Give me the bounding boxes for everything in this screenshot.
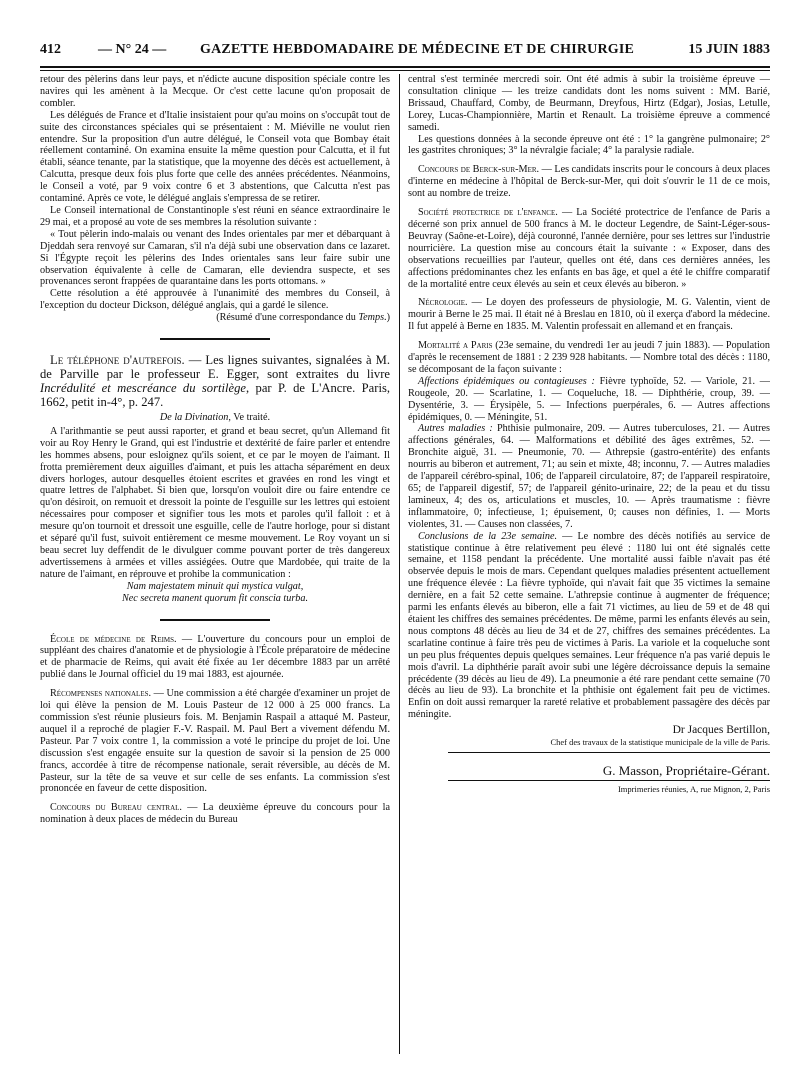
berck-article: Concours de Berck-sur-Mer. — Les candidats inscrits pour le concours à deux places d'interne en médecine à l'hôpital de Berck-sur-Mer, qui doit s'ouvrir le 11 de ce mois, sont au nombre de treize. bbox=[408, 164, 770, 200]
quotation: « Tout pèlerin indo-malais ou venant des Indes orientales par mer et débarquant à Djeddah sera renvoyé sur Camaran, s'il n'a déjà subi une observation dans ce lazaret. Si l'Égypte reçoit les pèlerins des Indes orientales sans leur faire subir une observation équivalente à celle de Camaran, elle deviendra suspecte, et ses provenances seront frappées de quarantaine dans les ports ottomans. » bbox=[40, 228, 390, 288]
section-separator bbox=[160, 338, 270, 340]
mortality-article: Mortalité a Paris (23e semaine, du vendredi 1er au jeudi 7 juin 1883). — Population d'après le recensement de 1881 : 2 239 928 habitants. — Nombre total des décès : 1180, se décomposant de la façon suivante : bbox=[408, 340, 770, 375]
paragraph: A l'arithmantie se peut aussi raporter, et grand et beau secret, qu'un Allemand fit voir au Roy Henry le Grand, qui est l'industrie et dextérité de faire parler et entendre les hommes absens, pour esloignez qu'ils soient, et ce par le moyen de l'aimant. Il frotta premièrement deux aiguilles d'aimant, et puis les attacha séparément en deux divers horloges, autour desquelles étoient escrites et gravées en rond les vingt et quatre lettres de l'alphabet. Si bien que, lorsqu'on vouloit dire ou faire entendre ce qu'on désiroit, on remuoit et dressoit la pointe de l'esguille sur les lettres qui estoient nécessaires pour composer et signifier tous les mots et paroles qu'il falloit : et à mesure qu'on tournoit et dressoit une esguille, celle de l'autre horloge, pour si distant et séparé qu'il fust, suivoit entièrement ce mesme mouvement. Le Roy voyant un si beau secret luy deffendit de le divulguer comme pouvant porter de très dangereux advertissemens à armées et villes assiégées. Outre que Mardobée, qui traite de la nature de l'aimant, en réprouve et prohibe la communication : bbox=[40, 425, 390, 580]
signature-role: Chef des travaux de la statistique municipale de la ville de Paris. bbox=[550, 737, 770, 748]
section-separator bbox=[160, 619, 270, 621]
article-heading: Mortalité a Paris bbox=[418, 340, 493, 352]
telephone-article: Le téléphone d'autrefois. — Les lignes suivantes, signalées à M. de Parville par le professeur E. Egger, sont extraites du livre Incrédulité et mescréance du sortilège, par P. de L'Ancre. Paris, 1662, petit in-4°, p. 247. bbox=[40, 353, 390, 410]
printer-line: Imprimeries réunies, A, rue Mignon, 2, Paris bbox=[617, 783, 770, 794]
page-number: 412 bbox=[40, 42, 61, 57]
issue-date: 15 JUIN 1883 bbox=[688, 42, 770, 57]
left-column bbox=[40, 74, 390, 826]
column-divider bbox=[399, 74, 400, 1054]
footer-rule bbox=[448, 780, 770, 781]
paragraph: Les questions données à la seconde épreuve ont été : 1° la gangrène pulmonaire; 2° les gastrites chroniques; 3° la névralgie faciale; 4° la paralysie radiale. bbox=[408, 133, 770, 157]
signature-name: Dr Jacques Bertillon, bbox=[672, 724, 770, 737]
right-column bbox=[408, 74, 770, 796]
society-article: Société protectrice de l'enfance. — La Société protectrice de l'enfance de Paris a décerné son prix annuel de 500 francs à M. le docteur Legendre, de Saint-Léger-sous-Beuvray (Saône-et-Loire), déjà couronné, l'année dernière, pour ses lettres sur l'industrie nourricière. La question mise au concours était la suivante : « Exposer, dans des observations recueillies par l'auteur, quelles ont été, dans ces dernières années, les affections prédominantes chez les enfants en bas âge, et quel a été le chiffre comparatif de la mortalité entre ceux élevés au sein et ceux élevés au biberon. » bbox=[408, 207, 771, 290]
article-heading: Nécrologie. bbox=[418, 297, 468, 309]
obituary-article: Nécrologie. — Le doyen des professeurs de physiologie, M. G. Valentin, vient de mourir à Berne le 25 mai. Il était né à Breslau en 1810, où il exerça d'abord la médecine. Il fut appelé à Berne en 1835. M. Valentin professait en allemand et en français. bbox=[408, 297, 770, 333]
list-heading: Affections épidémiques ou contagieuses : bbox=[418, 375, 595, 387]
paragraph: retour des pèlerins dans leur pays, et n'édicte aucune disposition spéciale contre les navires qui les amènent à la Mecque. Or c'est cette lacune qu'on proposait de combler. bbox=[40, 74, 390, 109]
other-diseases-list: Autres maladies : Phthisie pulmonaire, 209. — Autres tuberculoses, 21. — Autres affections générales, 64. — Malformations et débilité des âges extrêmes, 52. — Bronchite aiguë, 31. — Pneumonie, 70. — Athrepsie (gastro-entérite) des enfants nourris au biberon et autrement, 71; au sein et mixte, 48; inconnu, 7. — Autres maladies de l'appareil cérébro-spinal, 106; de l'appareil circulatoire, 87; de l'appareil respiratoire, 65; de l'appareil digestif, 57; de l'appareil génito-urinaire, 22; de la peau et du tissu lamineux, 4; des os, articulations et muscles, 10. — Après traumatisme : fièvre inflammatoire, 0; infectieuse, 1; épuisement, 0; causes non définies, 1. — Morts violentes, 31. — Causes non classées, 7. bbox=[408, 423, 770, 530]
article-heading: Concours de Berck-sur-Mer. bbox=[418, 164, 540, 176]
list-heading: Autres maladies : bbox=[418, 423, 493, 435]
article-heading: École de médecine de Reims. bbox=[50, 633, 177, 645]
list-heading: Conclusions de la 23e semaine. bbox=[418, 530, 558, 542]
pasteur-article: Récompenses nationales. — Une commission a été chargée d'examiner un projet de loi qui élève la pension de M. Louis Pasteur de 12 000 à 25 000 francs. La commission s'est réunie plusieurs fois. M. Benjamin Raspail a attaqué M. Pasteur, auquel il a reproché de plagier F.-V. Raspail. M. Paul Bert a vivement défendu M. Pasteur. Par 7 voix contre 1, la commission a voté le principe du projet de loi. Une discussion s'est engagée ensuite sur la question de savoir si la pension de 25 000 francs, accordée à titre de récompense nationale, serait réversible, au décès de M. Pasteur, sur la tête de sa veuve et sur celle de ses enfants. La commission s'est prononcée en faveur de cette disposition. bbox=[40, 688, 390, 795]
footer-rule bbox=[448, 752, 770, 753]
source-note: (Résumé d'une correspondance du Temps.) bbox=[216, 312, 390, 324]
publisher-line: G. Masson, Propriétaire-Gérant. bbox=[602, 762, 770, 778]
subtitle: De la Divination, Ve traité. bbox=[159, 412, 271, 424]
article-heading: Concours du Bureau central. bbox=[50, 802, 182, 814]
page-header bbox=[40, 42, 770, 64]
reims-article: École de médecine de Reims. — L'ouverture du concours pour un emploi de suppléant des chaires d'anatomie et de physiologie à l'École préparatoire de médecine et de pharmacie de Reims, qui avait été fixée au 1er décembre 1883 par un arrêté publié dans le Journal officiel du 19 mai 1883, est ajournée. bbox=[40, 633, 391, 681]
header-rule-thin bbox=[40, 70, 770, 71]
journal-title: GAZETTE HEBDOMADAIRE DE MÉDECINE ET DE CHIRURGIE bbox=[200, 42, 635, 57]
paragraph: Cette résolution a été approuvée à l'unanimité des membres du Conseil, à l'exception du docteur Dickson, délégué anglais, qui a gardé le silence. bbox=[40, 288, 390, 312]
latin-verse: Nec secreta manent quorum fit conscia turba. bbox=[121, 592, 309, 604]
header-rule bbox=[40, 66, 770, 68]
conclusions: Conclusions de la 23e semaine. — Le nombre des décès notifiés au service de statistique continue à être relativement peu élevé : 1180 lui ont été signalés cette semaine, et 1158 pendant la précédente. Une mortalité aussi faible n'avait pas été observée depuis le mois de mars. Cependant quelques maladies présentent actuellement une fréquence élevée : La fièvre typhoïde, qui n'avait fait que 35 victimes la semaine dernière, en a fait 52 cette semaine. L'athrepsie continue à augmenter de fréquence; parmi les enfants élevés au biberon, elle a fait 71 victimes, au lieu de 59 et de 48 qui étaient les chiffres des semaines précédentes. De même, parmi les enfants élevés au sein, nous comptons 48 décès au lieu de 34 et de 27, chiffres des semaines précédentes. La scarlatine continue à faire très peu de victimes à Paris. La variole et la coqueluche sont un peu plus fréquentes depuis quelques semaines. Leur fréquence n'a pas varié depuis le mois d'avril. La diphthérie paraît avoir subi une légère décroissance depuis la semaine précédente (39 décès au lieu de 49). La pneumonie a été rare pendant cette semaine (70 décès au lieu de 93). La bronchite et la phthisie ont également fait peu de victimes. Enfin on doit aussi remarquer la rareté relative et probablement passagère des décès par méningite. bbox=[408, 530, 770, 721]
epidemic-list: Affections épidémiques ou contagieuses : Fièvre typhoïde, 52. — Variole, 21. — Rougeole, 20. — Scarlatine, 1. — Coqueluche, 18. — Diphthérie, croup, 39. — Dysentérie, 3. — Érysipèle, 5. — Infections puerpérales, 6. — Autres affections épidémiques, 0. — Méningite, 51. bbox=[408, 375, 770, 423]
bureau-article: Concours du Bureau central. — La deuxième épreuve du concours pour la nomination à deux places de médecin du Bureau bbox=[40, 802, 390, 826]
article-heading: Récompenses nationales. bbox=[50, 688, 152, 700]
latin-verse: Nam majestatem minuit qui mystica vulgat, bbox=[126, 580, 304, 592]
paragraph: Le Conseil international de Constantinople s'est réuni en séance extraordinaire le 29 mai, et a proposé au vote de ses membres la résolution suivante : bbox=[40, 204, 390, 228]
article-heading: Société protectrice de l'enfance. bbox=[418, 207, 558, 219]
article-heading: Le téléphone d'autrefois. bbox=[50, 353, 185, 368]
issue-number: — N° 24 — bbox=[98, 42, 167, 57]
paragraph: central s'est terminée mercredi soir. Ont été admis à subir la troisième épreuve — consultation clinique — les treize candidats dont les noms suivent : MM. Barié, Brissaud, Chauffard, Comby, de Beurmann, Dreyfous, Hirtz (Edgar), Josias, Letulle, Lorey, Lucas-Championnière, Martin et Renault. La troisième épreuve a commencé samedi. bbox=[408, 74, 770, 133]
paragraph: Les délégués de France et d'Italie insistaient pour qu'au moins on s'occupât tout de suite des circonstances spéciales qui se présentaient : M. Miéville ne voulut rien entendre. Sur la proposition d'un autre délégué, le Conseil vota que Bombay était réellement contaminé. On examina ensuite la même question pour Calcutta, et il fut établi, séance tenante, par la statistique, que la moyenne des décès est actuellement, à Calcutta, presque deux fois plus forte que celle des années précédentes. Néanmoins, le Conseil a voté, par 9 voix contre 6 et 3 abstentions, que Calcutta n'est pas contaminé. Après ce vote, le délégué anglais s'empressa de se retirer. bbox=[40, 109, 390, 205]
